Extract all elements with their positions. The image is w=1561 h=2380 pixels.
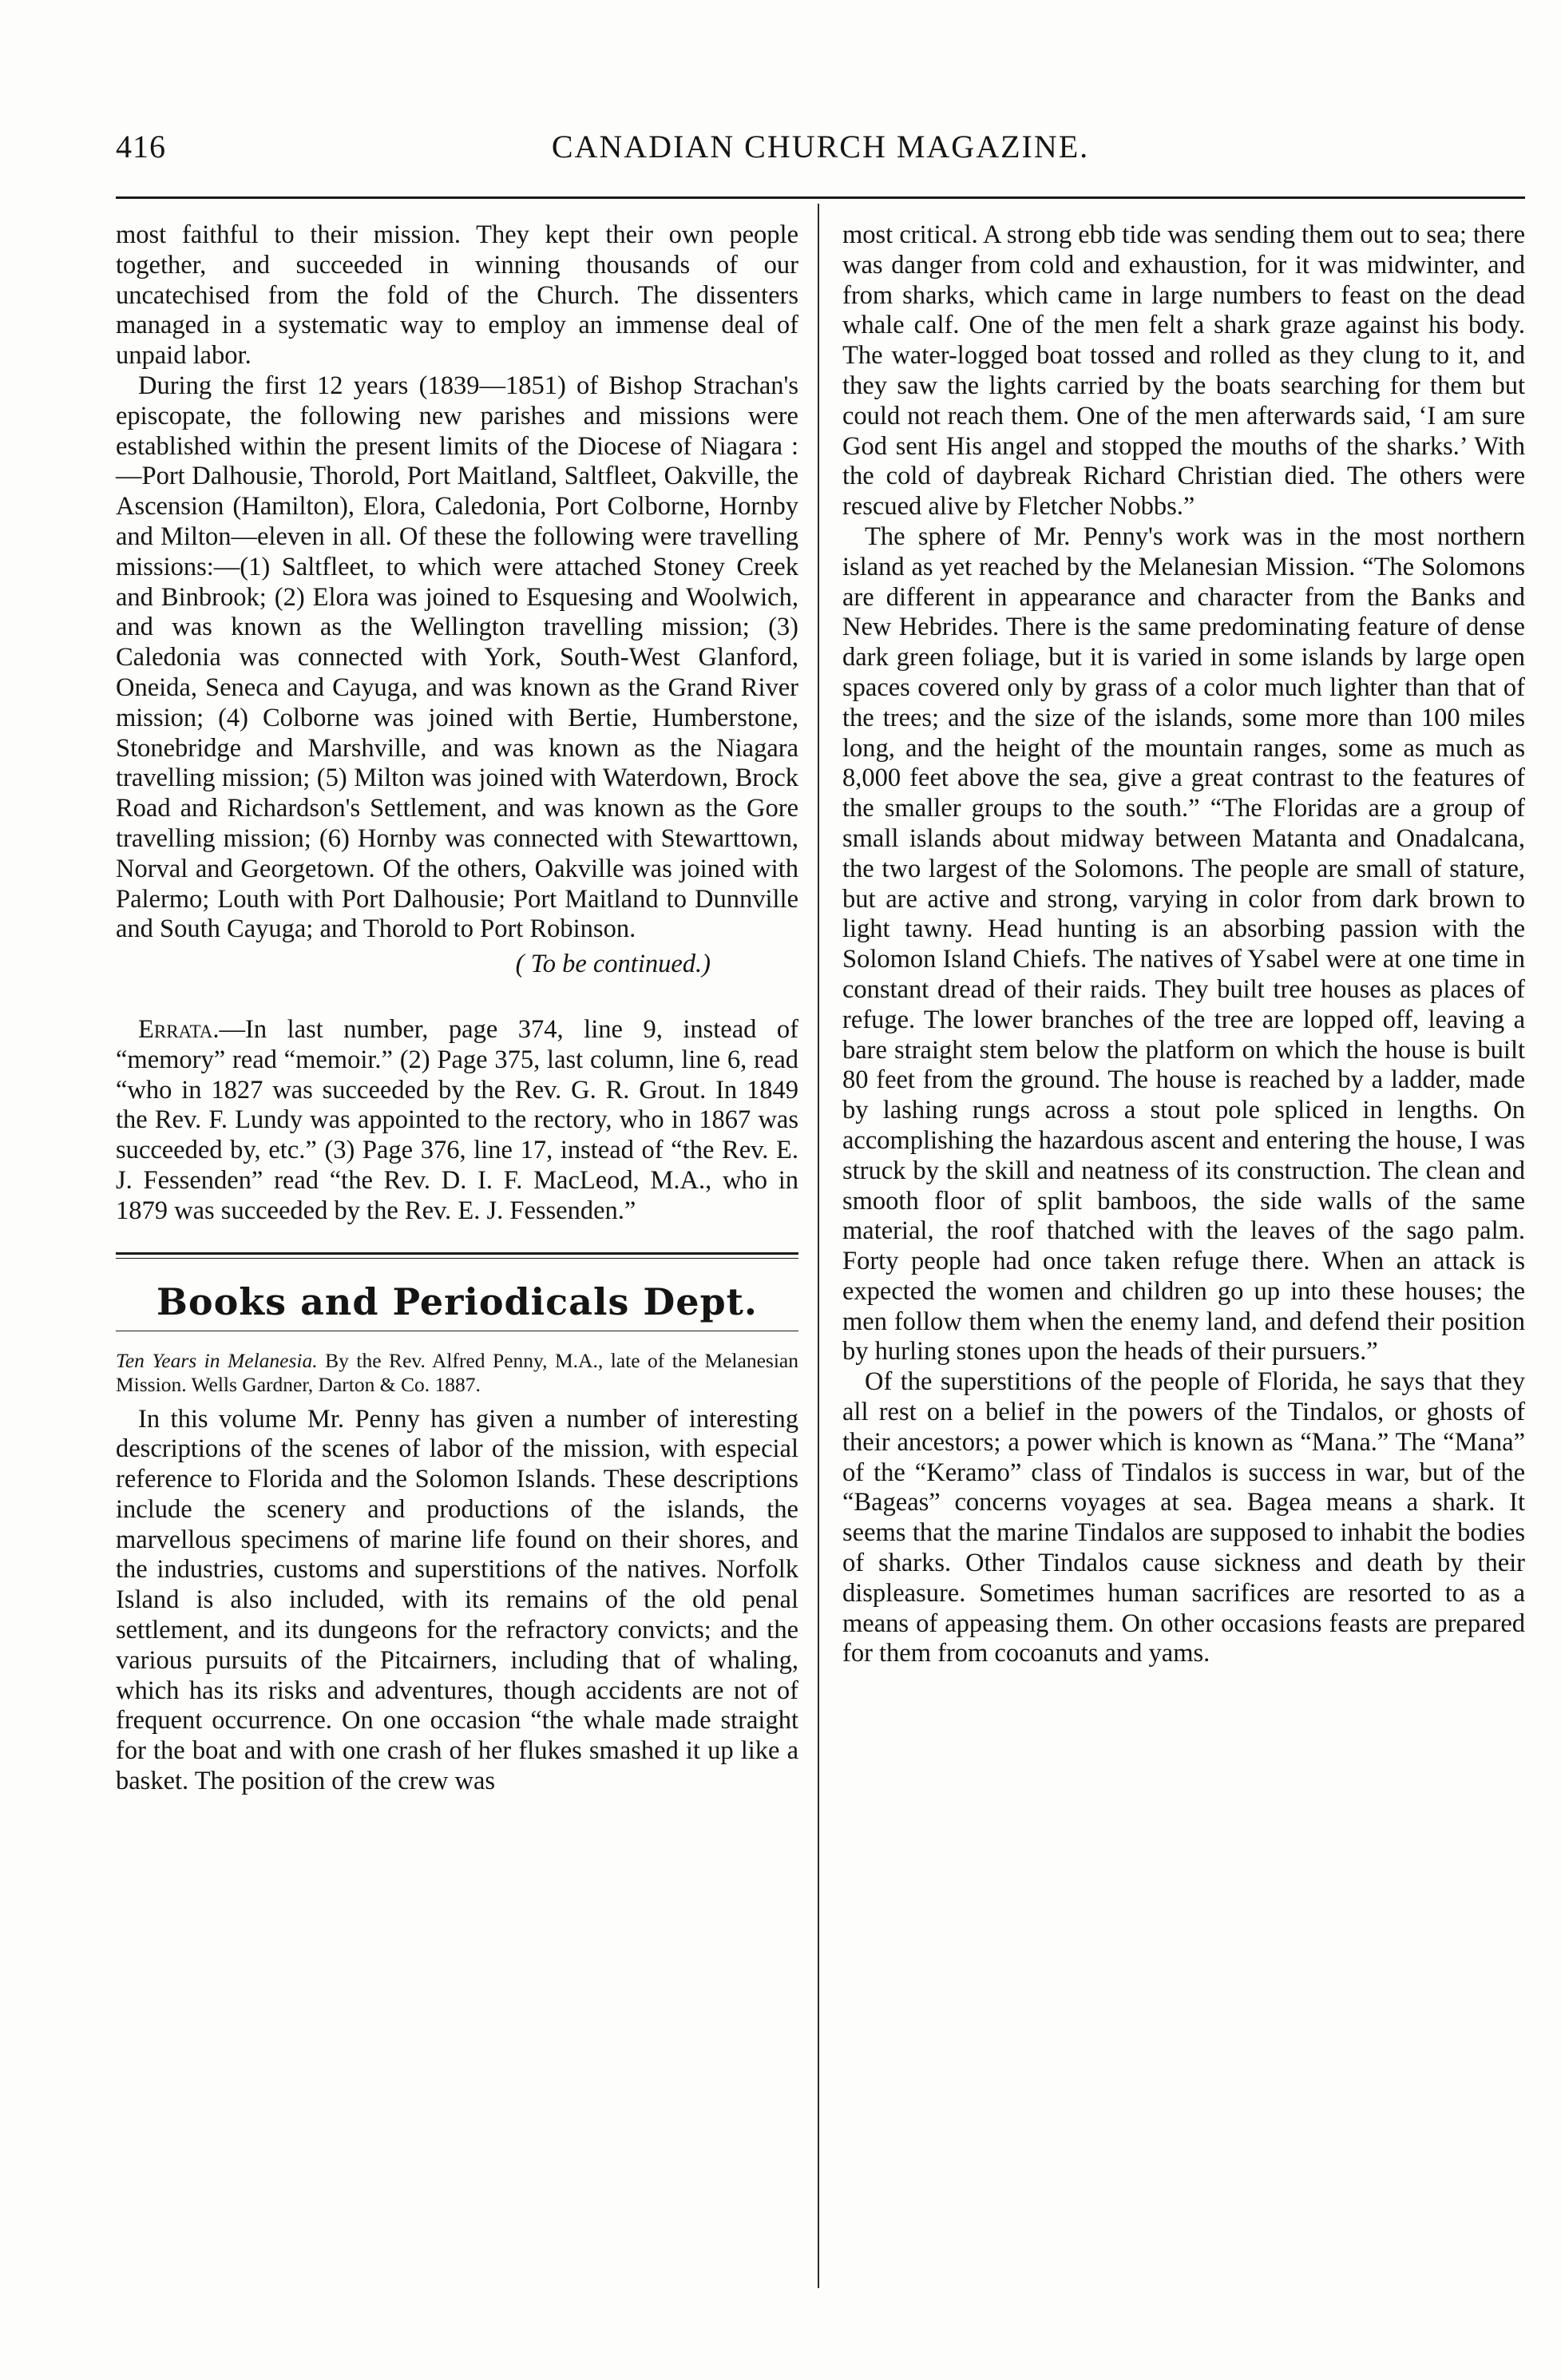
paragraph-continuation: most faithful to their mission. They kept their own people together, and succeeded in winning thousands of our uncatechised from the fold of the Church. The dissenters managed in a systematic way to employ an immense deal of unpaid labor. (116, 220, 798, 371)
errata-text: —In last number, page 374, line 9, instead of “memory” read “memoir.” (2) Page 375, last column, line 6, read “who in 1827 was succeeded by the Rev. G. R. Grout. In 1849 the Rev. F. Lundy was appointed to the rectory, who in 1867 was succeeded by, etc.” (3) Page 376, line 17, instead of “the Rev. E. J. Fessenden” read “the Rev. D. I. F. MacLeod, M.A., who in 1879 was succeeded by the Rev. E. J. Fessenden.” (116, 1014, 798, 1225)
right-column (842, 220, 1525, 1669)
section-rule-thick (116, 1252, 798, 1255)
page-number: 416 (116, 129, 166, 165)
review-paragraph: In this volume Mr. Penny has given a number of interesting descriptions of the scenes of labor of the mission, with especial reference to Florida and the Solomon Islands. These descriptions include the scenery and productions of the islands, the marvellous specimens of marine life found on their shores, and the industries, customs and superstitions of the natives. Norfolk Island is also included, with its remains of the old penal settlement, and its dungeons for the refractory convicts; and the various pursuits of the Pitcairners, including that of whaling, which has its risks and adventures, though accidents are not of frequent occurrence. On one occasion “the whale made straight for the boat and with one crash of her flukes smashed it up like a basket. The position of the crew was (116, 1404, 798, 1796)
errata-paragraph (116, 1015, 798, 1227)
books-dept-heading: Books and Periodicals Dept. (156, 1279, 758, 1323)
paragraph-solomon-islands: The sphere of Mr. Penny's work was in the most northern island as yet reached by the Melanesian Mission. “The Solomons are different in appearance and character from the Banks and New Hebrides. There is the same predominating feature of dense dark green foliage, but it is varied in some islands by large open spaces covered only by grass of a color much lighter than that of the trees; and the size of the islands, some more than 100 miles long, and the height of the mountain ranges, some as much as 8,000 feet above the sea, give a great contrast to the features of the smaller groups to the south.” “The Floridas are a group of small islands about midway between Matanta and Onadalcana, the two largest of the Solomons. The people are small of stature, but are active and strong, varying in color from dark brown to light tawny. Head hunting is an absorbing passion with the Solomon Island Chiefs. The natives of Ysabel were at one time in constant dread of their raids. They built tree houses as places of refuge. The lower branches of the tree are lopped off, leaving a bare straight stem below the platform on which the house is built 80 feet from the ground. The house is reached by a ladder, made by lashing rungs across a stout pole spliced in lengths. On accomplishing the hazardous ascent and entering the house, I was struck by the skill and neatness of its construction. The clean and smooth floor of split bamboos, the side walls of the same material, the roof thatched with the leaves of the sago palm. Forty people had once taken refuge there. When an attack is expected the women and children go up into these houses; the men follow them when the enemy land, and defend their position by hurling stones upon the heads of their pursuers.” (842, 522, 1525, 1367)
magazine-title: CANADIAN CHURCH MAGAZINE. (551, 129, 1090, 165)
review-citation (116, 1349, 798, 1397)
review-book-title: Ten Years in Melanesia. (116, 1348, 318, 1372)
section-rule-thin (116, 1258, 798, 1259)
running-head (116, 128, 1525, 176)
column-divider (818, 204, 819, 2288)
review-citation-details: By the Rev. Alfred Penny, M.A., late of the Melanesian Mission. Wells Gardner, Darton & Co. 1887. (116, 1348, 798, 1396)
left-column (116, 220, 798, 1797)
header-rule (116, 196, 1525, 199)
paragraph-niagara-missions: During the first 12 years (1839—1851) of Bishop Strachan's episcopate, the following new parishes and missions were established within the present limits of the Diocese of Niagara :—Port Dalhousie, Thorold, Port Maitland, Saltfleet, Oakville, the Ascension (Hamilton), Elora, Caledonia, Port Colborne, Hornby and Milton—eleven in all. Of these the following were travelling missions:—(1) Saltfleet, to which were attached Stoney Creek and Binbrook; (2) Elora was joined to Esquesing and Woolwich, and was known as the Wellington travelling mission; (3) Caledonia was connected with York, South-West Glanford, Oneida, Seneca and Cayuga, and was known as the Grand River mission; (4) Colborne was joined with Bertie, Humberstone, Stonebridge and Marshville, and was known as the Niagara travelling mission; (5) Milton was joined with Waterdown, Brock Road and Richardson's Settlement, and was known as the Gore travelling mission; (6) Hornby was connected with Stewarttown, Norval and Georgetown. Of the others, Oakville was joined with Palermo; Louth with Port Dalhousie; Port Maitland to Dunnville and South Cayuga; and Thorold to Port Robinson. (116, 371, 798, 944)
to-be-continued-note: ( To be continued.) (515, 950, 711, 979)
paragraph-florida-superstitions: Of the superstitions of the people of Florida, he says that they all rest on a belief in the powers of the Tindalos, or ghosts of their ancestors; a power which is known as “Mana.” The “Mana” of the “Keramo” class of Tindalos is success in war, but of the “Bageas” concerns voyages at sea. Bagea means a shark. It seems that the marine Tindalos are supposed to inhabit the bodies of sharks. Other Tindalos cause sickness and death by their displeasure. Sometimes human sacrifices are resorted to as a means of appeasing them. On other occasions feasts are prepared for them from cocoanuts and yams. (842, 1367, 1525, 1668)
errata-label: Errata. (138, 1014, 220, 1044)
paragraph-whale-incident: most critical. A strong ebb tide was sending them out to sea; there was danger from cold and exhaustion, for it was midwinter, and from sharks, which came in large numbers to feast on the dead whale calf. One of the men felt a shark graze against his body. The water-logged boat tossed and rolled as they clung to it, and they saw the lights carried by the boats searching for them but could not reach them. One of the men afterwards said, ‘I am sure God sent His angel and stopped the mouths of the sharks.’ With the cold of daybreak Richard Christian died. The others were rescued alive by Fletcher Nobbs.” (842, 220, 1525, 522)
